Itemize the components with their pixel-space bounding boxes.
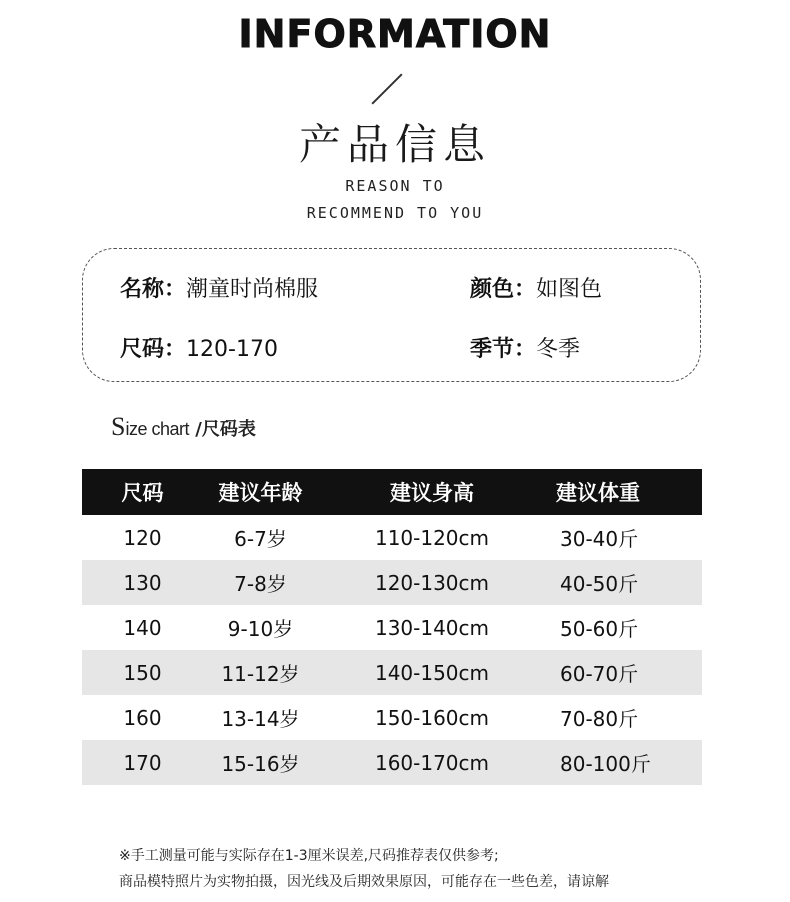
cell-size: 160 [123, 705, 162, 730]
subtitle-line-2: RECOMMEND TO YOU [306, 204, 484, 222]
info-name-value: 潮童时尚棉服 [186, 277, 319, 302]
cell-size: 130 [123, 570, 162, 595]
info-season-label: 季节： [470, 337, 537, 362]
cell-height: 110-120cm [374, 525, 490, 550]
cell-height: 140-150cm [374, 660, 490, 685]
page-title: 产品信息 [298, 120, 491, 169]
info-size-value: 120-170 [186, 337, 278, 362]
cell-age: 15-16岁 [221, 752, 300, 776]
info-season-value: 冬季 [536, 337, 581, 362]
headline: INFORMATION [238, 12, 552, 56]
cell-height: 120-130cm [374, 570, 490, 595]
header-age: 建议年龄 [218, 481, 303, 505]
table-row [82, 695, 702, 740]
note-color-difference: 商品模特照片为实物拍摄，因光线及后期效果原因，可能存在一些色差，请谅解 [119, 874, 609, 890]
cell-size: 170 [123, 750, 162, 775]
header-weight: 建议体重 [556, 481, 640, 505]
divider-slash [371, 73, 402, 104]
cell-age: 7-8岁 [234, 572, 287, 596]
cell-age: 9-10岁 [227, 617, 294, 641]
size-chart-title-rest: ize chart [125, 419, 189, 439]
size-table [82, 469, 702, 785]
cell-size: 140 [123, 615, 162, 640]
subtitle-line-1: REASON TO [345, 177, 445, 195]
info-size-label: 尺码： [120, 337, 187, 362]
cell-height: 150-160cm [374, 705, 490, 730]
cell-weight: 50-60斤 [560, 617, 639, 641]
header-size: 尺码 [121, 481, 164, 505]
cell-age: 11-12岁 [221, 662, 300, 686]
cell-size: 120 [123, 525, 162, 550]
cell-weight: 30-40斤 [560, 527, 639, 551]
info-color-label: 颜色： [470, 277, 537, 302]
cell-weight: 70-80斤 [560, 707, 639, 731]
cell-age: 13-14岁 [221, 707, 300, 731]
cell-weight: 80-100斤 [560, 752, 651, 776]
cell-height: 130-140cm [374, 615, 490, 640]
size-chart-title-cn: /尺码表 [189, 419, 256, 440]
info-color-value: 如图色 [536, 277, 603, 302]
cell-weight: 40-50斤 [560, 572, 639, 596]
info-name [120, 272, 318, 303]
info-name-label: 名称： [120, 277, 187, 302]
table-row [82, 560, 702, 605]
info-size [120, 332, 278, 363]
note-measurement: ※手工测量可能与实际存在1-3厘米误差,尺码推荐表仅供参考; [119, 848, 499, 864]
cell-weight: 60-70斤 [560, 662, 639, 686]
cell-height: 160-170cm [374, 750, 490, 775]
table-row [82, 650, 702, 695]
cell-age: 6-7岁 [234, 527, 287, 551]
size-chart-title [111, 412, 256, 442]
size-chart-title-initial: S [111, 412, 126, 441]
cell-size: 150 [123, 660, 162, 685]
table-row [82, 605, 702, 650]
table-row [82, 515, 702, 560]
info-color [470, 272, 602, 303]
header-height: 建议身高 [390, 481, 474, 505]
table-header [82, 469, 702, 515]
table-row [82, 740, 702, 785]
info-season [470, 332, 580, 363]
